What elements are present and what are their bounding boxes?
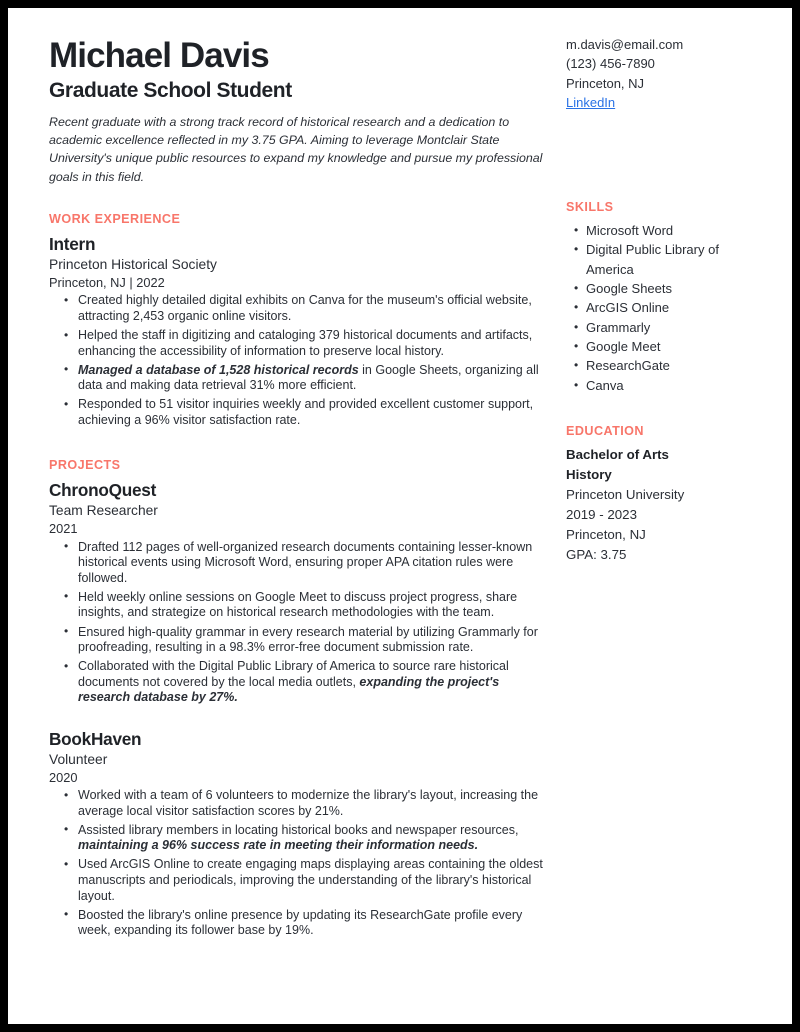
project-entry-meta: 2020 [49, 769, 78, 785]
list-item: • ArcGIS Online [586, 298, 766, 317]
bullet-text: Helped the staff in digitizing and cataloging 379 historical documents and artifacts, enhancing the accessibility of information to preserve local history. [78, 328, 533, 358]
bullet-text: Worked with a team of 6 volunteers to modernize the library's layout, increasing the average local visitor satisfaction scores by 21%. [78, 788, 539, 818]
list-item [78, 788, 547, 819]
section-skills [566, 200, 766, 395]
project-entry-role: Volunteer [49, 751, 108, 767]
spacer [49, 186, 547, 212]
side-column [566, 35, 766, 565]
bullet-text: Created highly detailed digital exhibits on Canva for the museum's official website, attracting 2,453 organic online visitors. [78, 293, 532, 323]
project-entry-title: ChronoQuest [49, 480, 157, 501]
project-entry-bullets [49, 788, 547, 939]
section-heading-projects: PROJECTS [49, 458, 121, 473]
work-entry-bullets [49, 293, 547, 428]
list-item: • Google Sheets [586, 279, 766, 298]
list-item: • Google Meet [586, 337, 766, 356]
education-dates: 2019 - 2023 [566, 506, 637, 522]
list-item: • Canva [586, 376, 766, 395]
spacer [49, 710, 547, 728]
professional-summary: Recent graduate with a strong track record of historical research and a dedication to academic excellence reflected in my 3.75 GPA. Aiming to leverage Montclair State University's unique public resources to expand my knowledge and pursue my professional goals in this field. [49, 115, 543, 184]
spacer [566, 395, 766, 424]
bullet-text: Responded to 51 visitor inquiries weekly and provided excellent customer support, achieving a 96% visitor satisfaction rate. [78, 397, 534, 427]
work-entry-title: Intern [49, 233, 96, 254]
list-item [78, 590, 547, 621]
list-item: • Grammarly [586, 318, 766, 337]
bullet-text: Boosted the library's online presence by updating its ResearchGate profile every week, expanding its follower base by 19%. [78, 907, 523, 938]
contact-location: Princeton, NJ [566, 75, 645, 91]
linkedin-link[interactable]: LinkedIn [566, 94, 616, 110]
bullet-text: Ensured high-quality grammar in every research material by utilizing Grammarly for proofreading, resulting in a 98.3% error-free document submission rate. [78, 624, 538, 655]
list-item [78, 625, 547, 656]
education-location: Princeton, NJ [566, 526, 646, 542]
list-item [78, 857, 547, 904]
work-entry-meta: Princeton, NJ | 2022 [49, 274, 165, 290]
education-field: History [566, 466, 612, 482]
list-item [78, 659, 547, 706]
page-title: Michael Davis [49, 36, 269, 75]
work-entry [49, 233, 547, 429]
spacer [566, 112, 766, 200]
section-heading-skills: SKILLS [566, 200, 614, 215]
skills-list [566, 221, 766, 395]
work-entry-organization: Princeton Historical Society [49, 256, 217, 272]
list-item [78, 823, 547, 854]
project-entry-meta: 2021 [49, 521, 78, 537]
spacer [49, 432, 547, 458]
education-gpa: GPA: 3.75 [566, 546, 627, 562]
project-entry-role: Team Researcher [49, 503, 158, 519]
bullet-text: Assisted library members in locating historical books and newspaper resources, [78, 822, 519, 837]
project-entry-title: BookHaven [49, 728, 142, 749]
section-heading-work-experience: WORK EXPERIENCE [49, 211, 181, 226]
list-item [78, 328, 547, 359]
list-item [78, 908, 547, 939]
bullet-text: Drafted 112 pages of well-organized research documents containing lesser-known historical events using Microsoft Word, ensuring proper APA citation rules were followed. [78, 539, 533, 585]
contact-email: m.davis@email.com [566, 37, 684, 52]
contact-block [566, 35, 766, 112]
section-work-experience [49, 212, 547, 429]
bullet-text: Collaborated with the Digital Public Library of America to source rare historical documents not covered by the local media outlets, [78, 659, 509, 689]
list-item [78, 540, 547, 587]
bullet-emphasis: Managed a database of 1,528 historical records [78, 362, 359, 377]
resume-page [8, 8, 792, 1024]
list-item [78, 397, 547, 428]
bullet-emphasis: maintaining a 96% success rate in meeting their information needs. [78, 838, 479, 853]
education-school: Princeton University [566, 486, 685, 502]
project-entry [49, 479, 547, 706]
list-item: • ResearchGate [586, 356, 766, 375]
section-heading-education: EDUCATION [566, 423, 644, 438]
main-column [49, 35, 547, 942]
project-entry-bullets [49, 540, 547, 706]
section-projects [49, 458, 547, 939]
bullet-text: Held weekly online sessions on Google Meet to discuss project progress, share insights, and strategize on historical research methodologies with the team. [78, 589, 518, 620]
section-education [566, 424, 766, 565]
list-item: • Microsoft Word [586, 221, 766, 240]
bullet-text: Used ArcGIS Online to create engaging maps displaying areas containing the oldest manuscripts and periodicals, improving the understanding of the library's historical layout. [78, 857, 543, 903]
list-item: • Digital Public Library of America [586, 240, 766, 279]
bullet-text-tail: in Google Sheets, organizing all data and making data retrieval 31% more efficient. [78, 362, 539, 393]
job-title: Graduate School Student [49, 79, 292, 102]
list-item [78, 363, 547, 394]
education-degree: Bachelor of Arts [566, 446, 669, 462]
bullet-emphasis: expanding the project's research database by 27%. [78, 674, 500, 705]
project-entry [49, 728, 547, 939]
list-item [78, 293, 547, 324]
contact-phone: (123) 456-7890 [566, 56, 655, 72]
